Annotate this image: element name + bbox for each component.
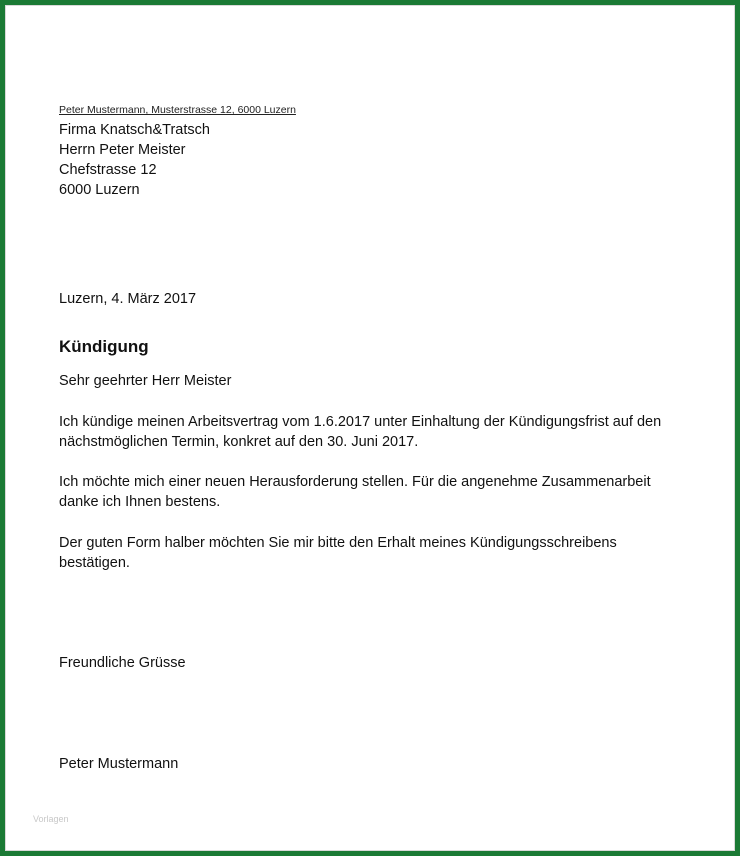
watermark: Vorlagen: [33, 814, 69, 824]
paragraph-3-line-2: bestätigen.: [59, 555, 130, 571]
recipient-name: Herrn Peter Meister: [59, 142, 186, 158]
closing: Freundliche Grüsse: [59, 655, 186, 671]
letter-date: Luzern, 4. März 2017: [59, 291, 197, 307]
sender-address-line: Peter Mustermann, Musterstrasse 12, 6000 Luzern: [59, 104, 296, 116]
paragraph-3-line-1: Der guten Form halber möchten Sie mir bitte den Erhalt meines Kündigungsschreibens: [59, 535, 617, 551]
letter-page: [5, 5, 735, 851]
letter-subject: Kündigung: [59, 337, 149, 356]
recipient-city: 6000 Luzern: [59, 182, 140, 198]
paragraph-1-line-1: Ich kündige meinen Arbeitsvertrag vom 1.6.2017 unter Einhaltung der Kündigungsfrist auf den: [59, 414, 662, 430]
salutation: Sehr geehrter Herr Meister: [59, 373, 232, 389]
signature-name: Peter Mustermann: [59, 756, 179, 772]
paragraph-1-line-2: nächstmöglichen Termin, konkret auf den 30. Juni 2017.: [59, 434, 419, 450]
recipient-company: Firma Knatsch&Tratsch: [59, 122, 210, 138]
recipient-street: Chefstrasse 12: [59, 162, 157, 178]
paragraph-2-line-1: Ich möchte mich einer neuen Herausforderung stellen. Für die angenehme Zusammenarbeit: [59, 474, 651, 490]
paragraph-2-line-2: danke ich Ihnen bestens.: [59, 494, 221, 510]
